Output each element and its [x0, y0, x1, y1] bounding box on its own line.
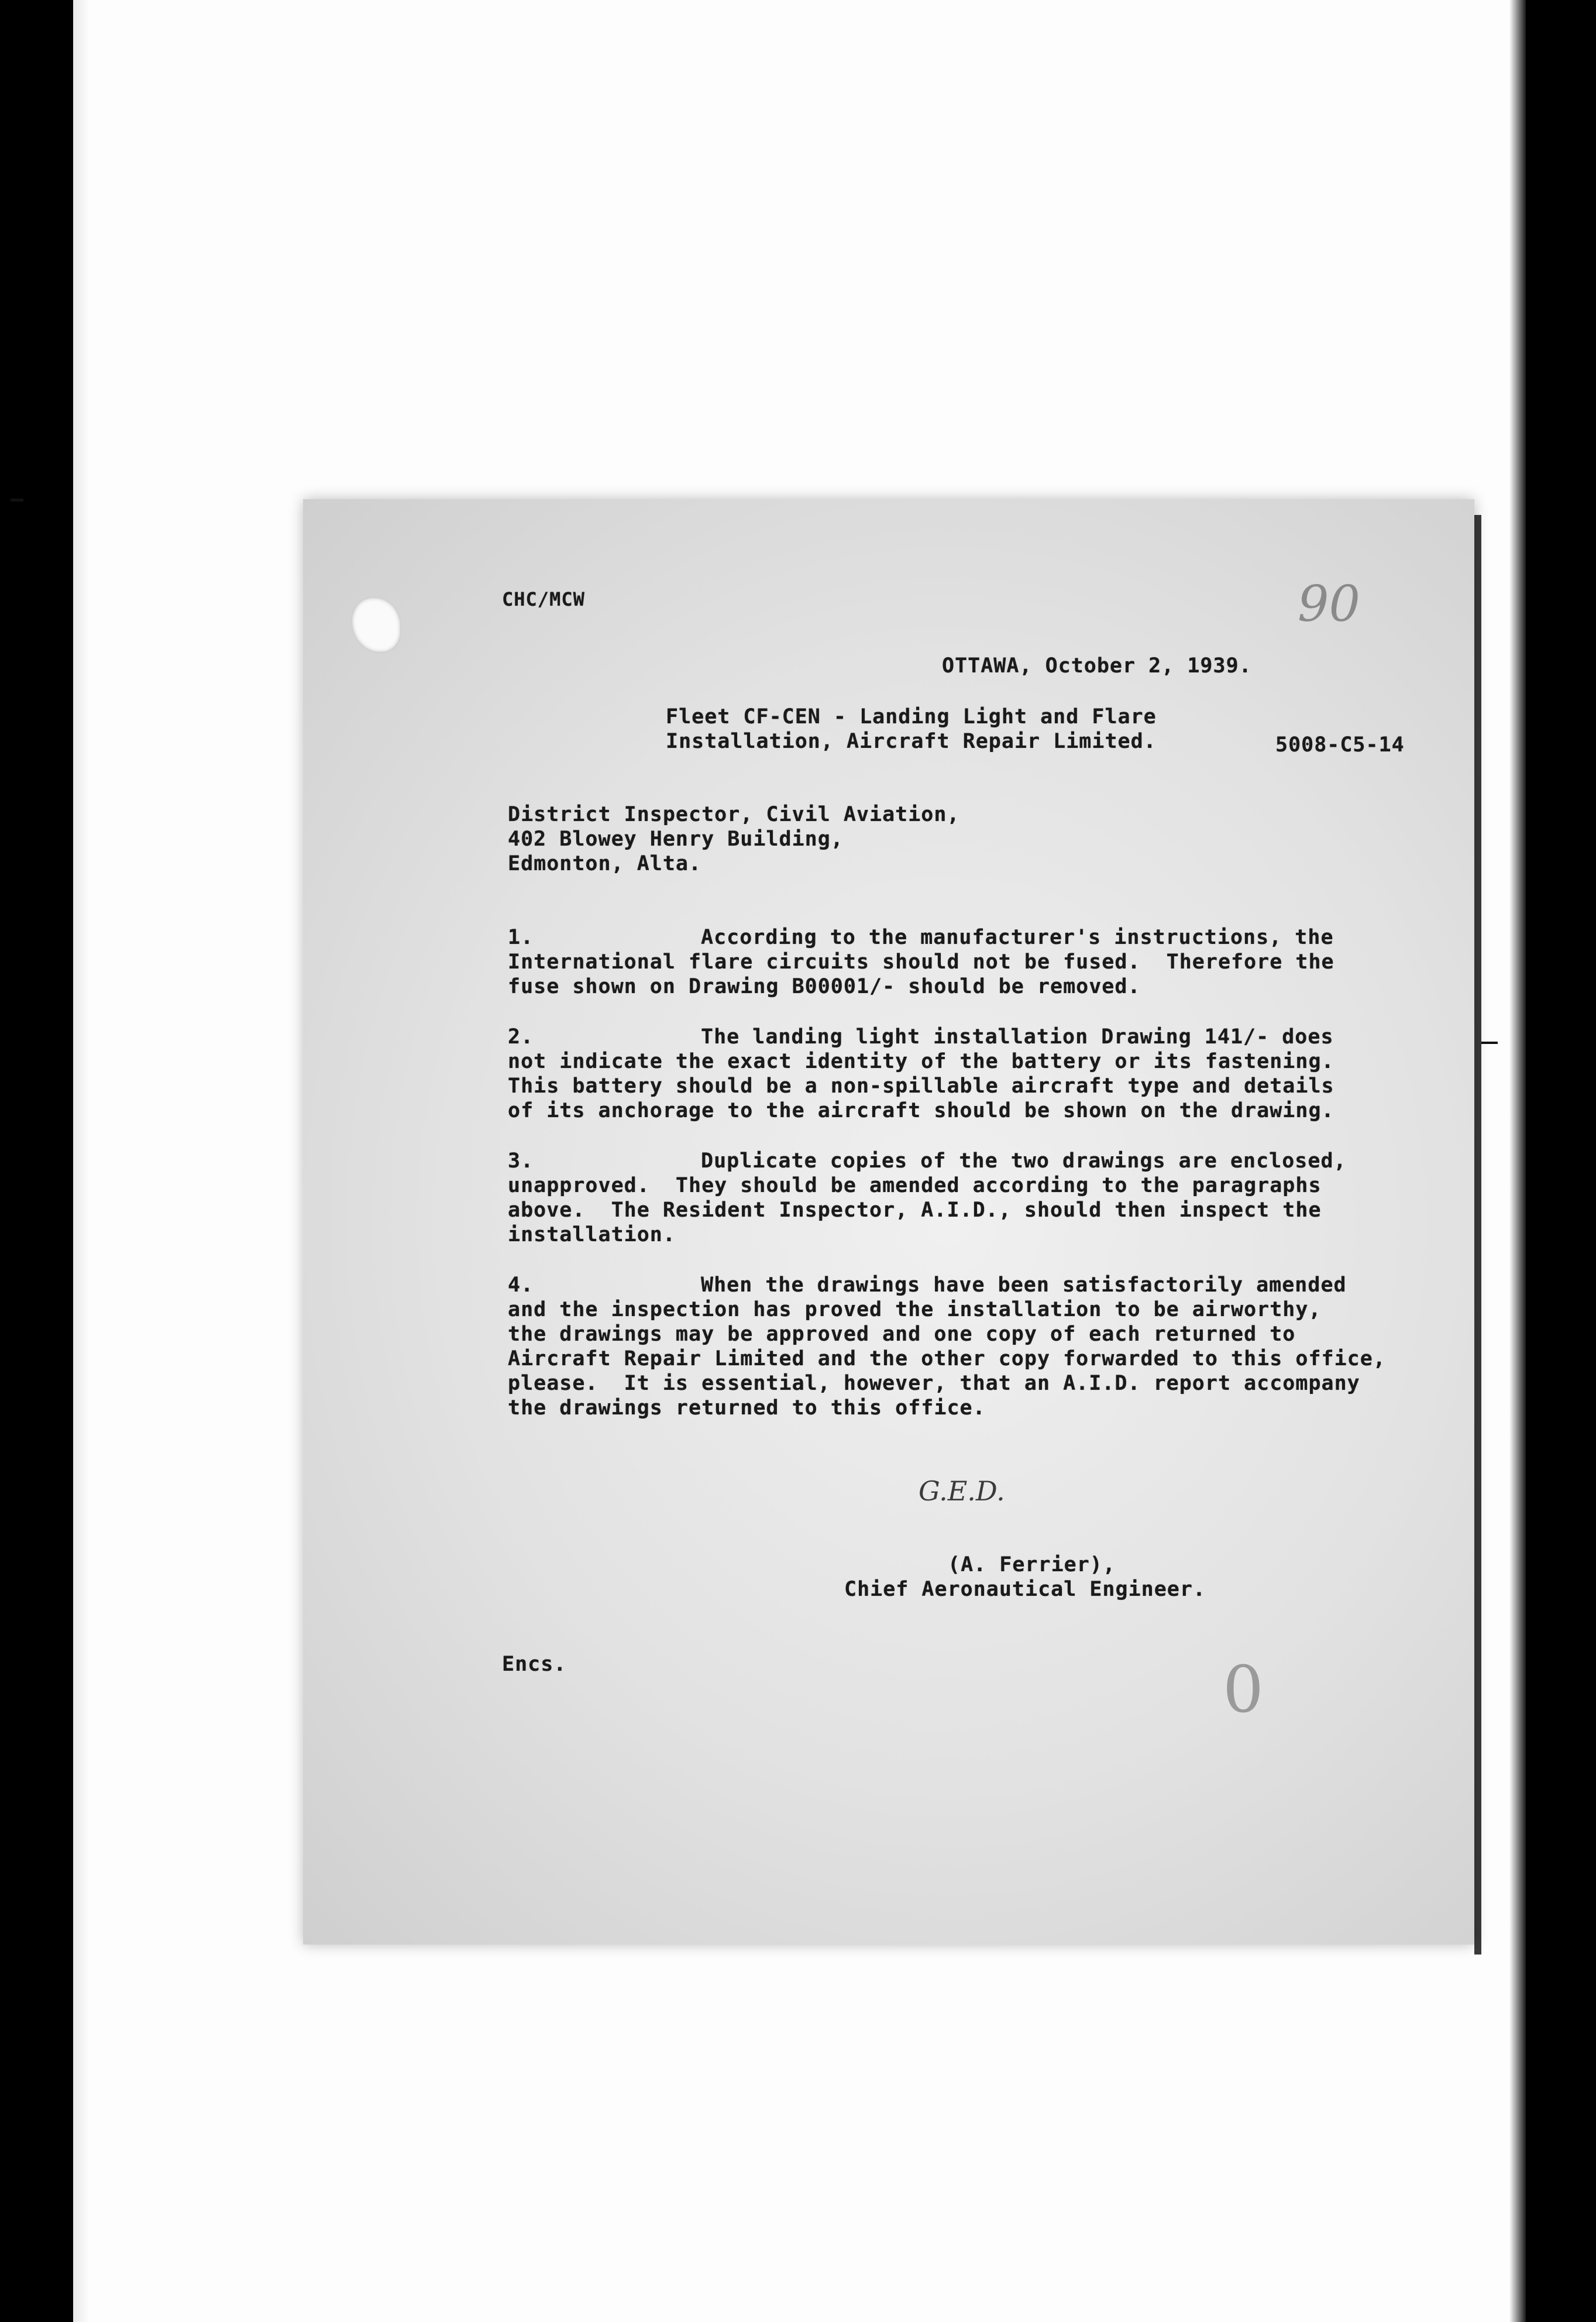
- film-edge-right: [1509, 0, 1526, 2322]
- paragraph-number: 2.: [508, 1025, 534, 1049]
- addressee-line-2: 402 Blowey Henry Building,: [508, 827, 844, 851]
- paragraph-line: and the inspection has proved the installation to be airworthy,: [508, 1298, 1322, 1321]
- handwritten-margin-mark: 0: [1223, 1652, 1264, 1727]
- film-edge-left: [73, 0, 90, 2322]
- addressee-line-3: Edmonton, Alta.: [508, 852, 702, 875]
- paragraph-line: above. The Resident Inspector, A.I.D., should then inspect the: [508, 1198, 1322, 1222]
- paragraph-line: Duplicate copies of the two drawings are enclosed,: [701, 1149, 1347, 1173]
- paragraph-line: fuse shown on Drawing B00001/- should be removed.: [508, 975, 1141, 998]
- punch-hole: [351, 597, 401, 653]
- handwritten-folio-number: 90: [1298, 575, 1360, 633]
- paragraph-number: 1.: [508, 926, 534, 949]
- film-artifact: [11, 499, 23, 502]
- paragraph-line: of its anchorage to the aircraft should be shown on the drawing.: [508, 1099, 1334, 1122]
- paragraph-line: unapproved. They should be amended according to the paragraphs: [508, 1174, 1322, 1197]
- paragraph-line: The landing light installation Drawing 141/- does: [701, 1025, 1334, 1049]
- paragraph-line: International flare circuits should not be fused. Therefore the: [508, 950, 1334, 974]
- file-number: 5008-C5-14: [1275, 733, 1405, 757]
- place-date: OTTAWA, October 2, 1939.: [942, 654, 1252, 678]
- page-shadow: [1474, 515, 1481, 1955]
- enclosure-note: Encs.: [502, 1653, 567, 1676]
- subject-line-2: Installation, Aircraft Repair Limited.: [666, 730, 1157, 753]
- paragraph-line: Aircraft Repair Limited and the other copy forwarded to this office,: [508, 1347, 1386, 1370]
- subject-line-1: Fleet CF-CEN - Landing Light and Flare: [666, 705, 1157, 729]
- paragraph-line: installation.: [508, 1223, 676, 1246]
- handwritten-initials: G.E.D.: [919, 1475, 1005, 1507]
- signatory-title: Chief Aeronautical Engineer.: [844, 1578, 1206, 1601]
- paragraph-line: the drawings may be approved and one copy of each returned to: [508, 1323, 1296, 1346]
- paragraph-number: 3.: [508, 1149, 534, 1173]
- reference-initials: CHC/MCW: [502, 588, 585, 610]
- paragraph-number: 4.: [508, 1273, 534, 1297]
- paragraph-line: According to the manufacturer's instructions, the: [701, 926, 1334, 949]
- paragraph-line: the drawings returned to this office.: [508, 1396, 986, 1420]
- paragraph-line: When the drawings have been satisfactorily amended: [701, 1273, 1347, 1297]
- paragraph-line: please. It is essential, however, that an A.I.D. report accompany: [508, 1372, 1360, 1395]
- letter-page: [303, 499, 1474, 1945]
- paragraph-line: not indicate the exact identity of the battery or its fastening.: [508, 1050, 1334, 1073]
- signatory-name: (A. Ferrier),: [948, 1553, 1116, 1576]
- addressee-line-1: District Inspector, Civil Aviation,: [508, 803, 960, 826]
- paragraph-line: This battery should be a non-spillable aircraft type and details: [508, 1074, 1334, 1098]
